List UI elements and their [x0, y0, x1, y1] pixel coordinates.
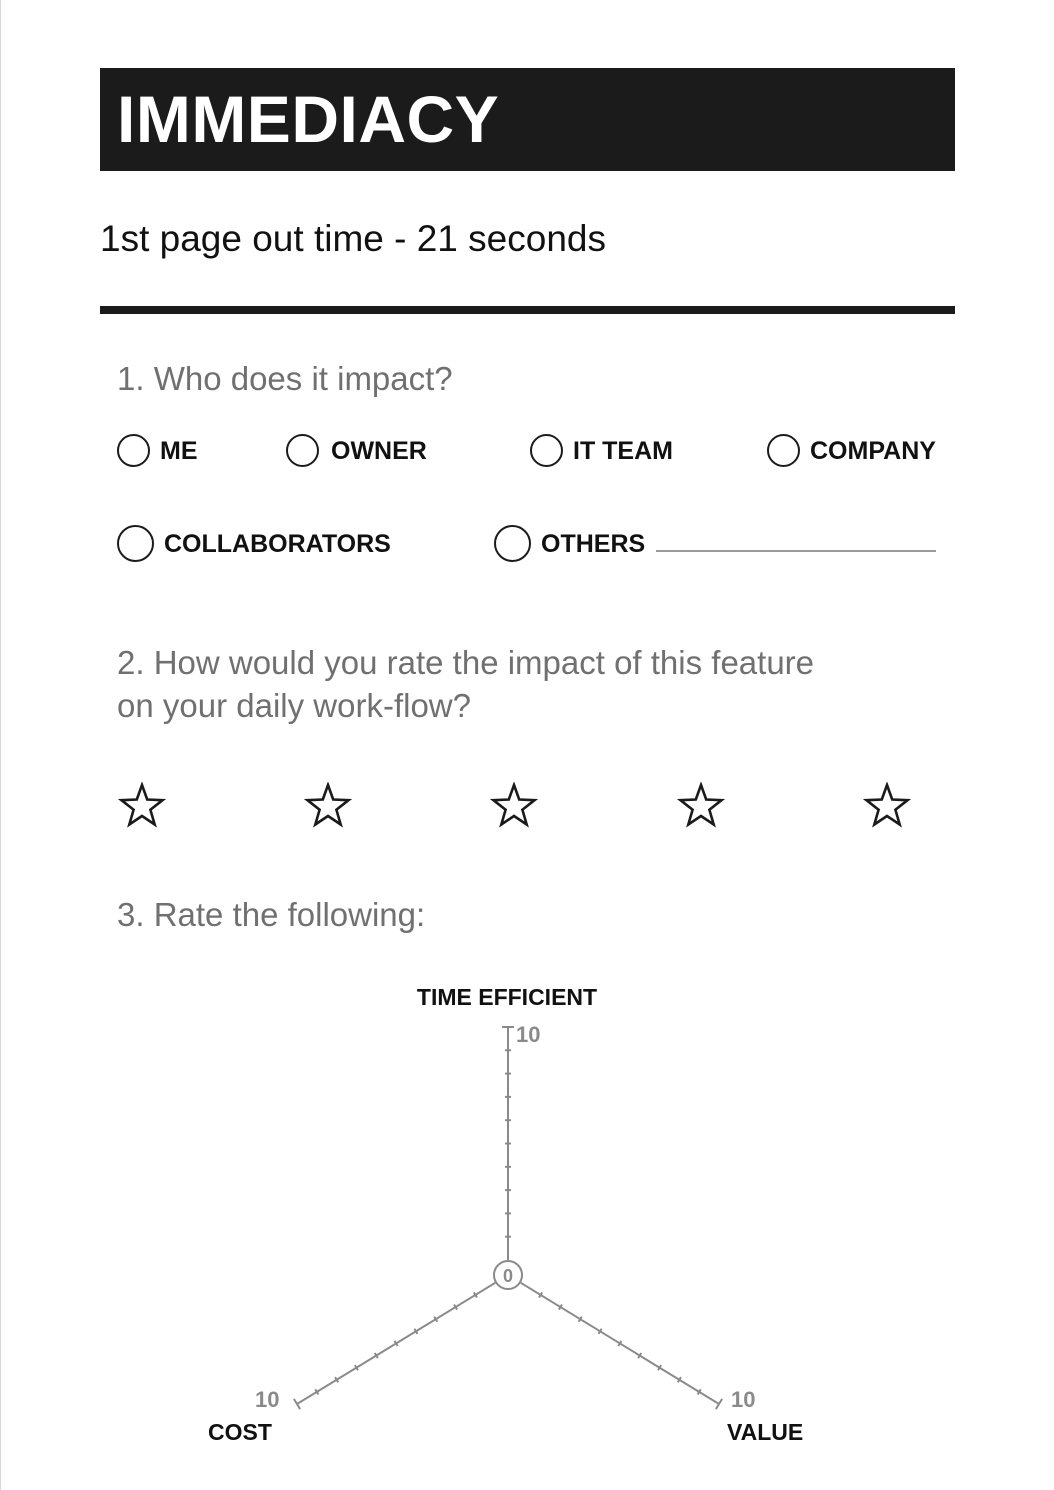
option-label: ME [160, 436, 198, 465]
page-title: IMMEDIACY [117, 82, 500, 156]
axis-max-value: 10 [731, 1387, 756, 1412]
option-label: COLLABORATORS [164, 529, 391, 558]
question-1-text: 1. Who does it impact? [117, 360, 453, 397]
option-label: COMPANY [810, 436, 936, 465]
question-2-line-1: 2. How would you rate the impact of this feature [117, 644, 815, 681]
axis-max-time-efficient: 10 [516, 1022, 541, 1047]
option-label: IT TEAM [573, 436, 673, 465]
radar-center-label: 0 [502, 1266, 514, 1286]
question-3-text: 3. Rate the following: [117, 896, 426, 933]
axis-max-cost: 10 [255, 1387, 280, 1412]
axis-label-value: VALUE [727, 1419, 804, 1445]
option-label: OWNER [331, 436, 427, 465]
axis-label-cost: COST [208, 1419, 272, 1445]
page-subtitle: 1st page out time - 21 seconds [100, 218, 606, 259]
question-2-line-2: on your daily work-flow? [117, 687, 471, 724]
radar-axes [294, 1027, 722, 1409]
radar-tick-value [716, 1399, 722, 1409]
axis-label-time-efficient: TIME EFFICIENT [416, 984, 598, 1010]
radar-tick-cost [294, 1399, 300, 1409]
option-label: OTHERS [541, 529, 646, 558]
